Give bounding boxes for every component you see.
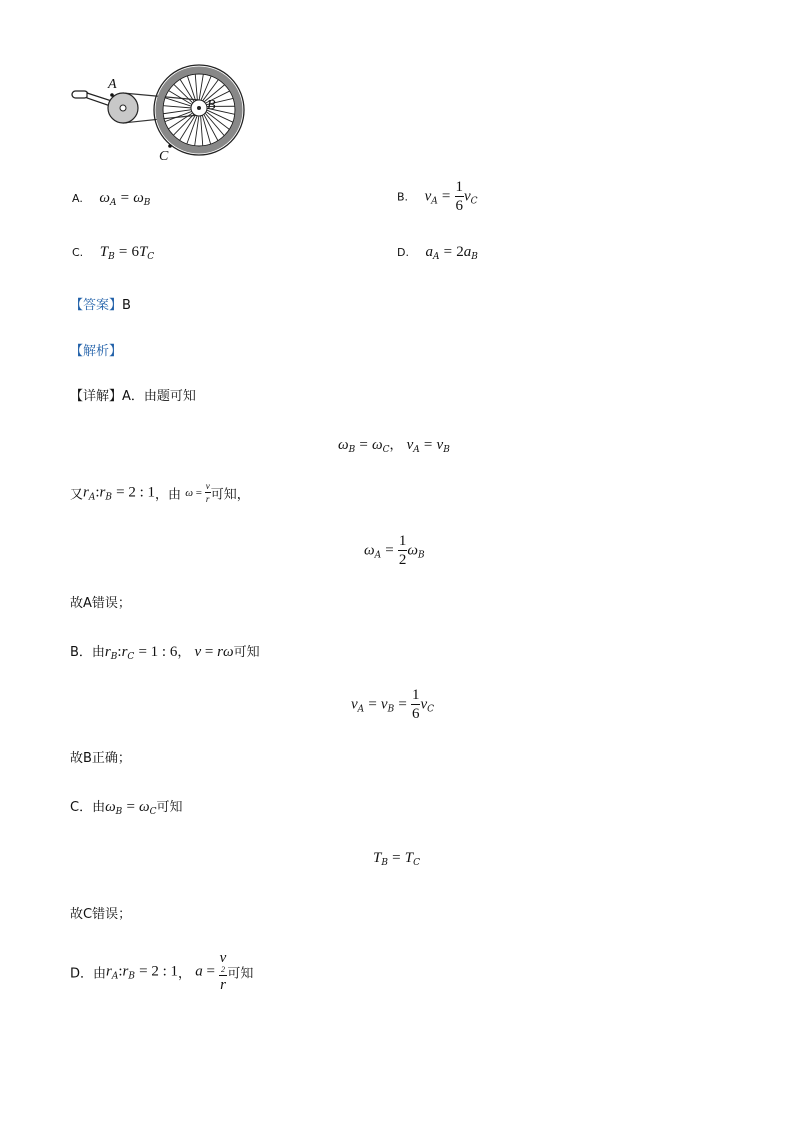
ratio-line-2: B．由$r_B:r_C = 1$ : 6， v = rω可知 [70, 644, 260, 662]
option-a: A. $\omega_A = \omega_B$ [72, 190, 151, 208]
spoke [201, 115, 203, 146]
pedal [72, 91, 88, 98]
ratio-line-3: D．由$r_A:r_B = 2$ : 1， a = v 2 r 可知 [70, 950, 254, 993]
bicycle-figure [66, 60, 252, 166]
detail-intro: 【详解】A．由题可知 [70, 389, 196, 404]
equation-3: $v_A = v_B$ = $\frac{1}{6}$ $v_C$ [351, 687, 435, 722]
label-c: C [159, 149, 169, 164]
fraction-v-over-r: $\frac{v}{r}$ [205, 481, 210, 504]
spoke [195, 74, 197, 101]
answer-line [70, 294, 131, 313]
equation-1: $\omega_B = \omega_C$， $v_A = v_B$ [338, 437, 450, 455]
spoke [174, 84, 194, 103]
option-c: C. $T_B = 6T_C$ [72, 244, 155, 262]
point-c-dot [168, 144, 172, 148]
omega-line: C．由$\omega_B = \omega_C$可知 [70, 799, 183, 817]
answer-tag: 【答案】 [70, 298, 123, 313]
detail-tag: 【详解】 [70, 389, 123, 404]
spoke [205, 111, 229, 129]
spoke [163, 106, 192, 108]
option-d: D. $a_A = 2a_B$ [397, 244, 478, 262]
label-a: A [108, 77, 117, 92]
spoke [168, 112, 193, 129]
ratio-line-1: 又$r_A:r_B = 2$ : 1，由 ω = $\frac{v}{r}$ 可知， [70, 481, 250, 504]
answer-value: B [122, 298, 131, 313]
fraction-one-sixth: $\frac{1}{6}$ [455, 179, 463, 214]
fraction-v-squared-over-r: v 2 r [219, 950, 227, 993]
conclusion-c: 故C错误； [70, 907, 132, 922]
equation-4: $T_B = T_C$ [373, 850, 420, 868]
spoke [180, 114, 196, 140]
conclusion-b: 故B正确； [70, 751, 131, 766]
conclusion-a: 故A错误； [70, 596, 131, 611]
point-a-dot [110, 93, 114, 97]
analysis-tag: 【解析】 [70, 344, 123, 359]
equation-2: $\omega_A$ = $\frac{1}{2}$ $\omega_B$ [364, 533, 425, 568]
fraction-one-half: $\frac{1}{2}$ [398, 533, 407, 568]
label-b: B [207, 98, 216, 113]
option-b: B. $v_A$ = $\frac{1}{6}$ $v_C$ [397, 179, 478, 214]
fraction-one-sixth-2: $\frac{1}{6}$ [411, 687, 420, 722]
